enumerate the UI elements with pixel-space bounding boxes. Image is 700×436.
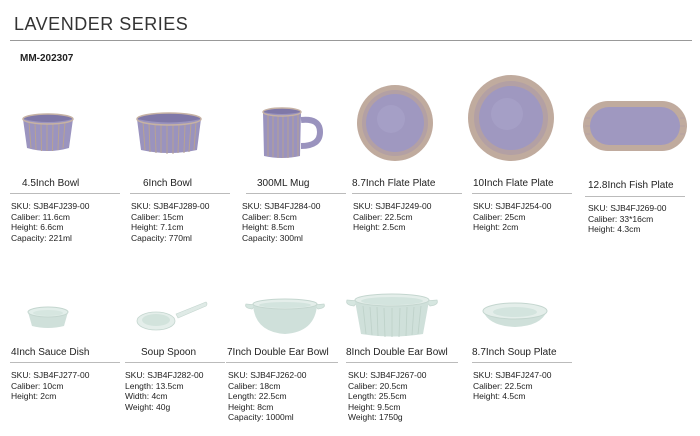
- product-name-sauce-dish: 4Inch Sauce Dish: [11, 347, 90, 358]
- name-underline: [130, 193, 230, 194]
- plate-icon: [356, 84, 434, 162]
- product-name-mug: 300ML Mug: [257, 178, 310, 189]
- mug-icon: [260, 106, 326, 162]
- name-underline: [246, 193, 346, 194]
- product-specs-fish-plate: SKU: SJB4FJ269-00 Caliber: 33*16cm Height: 4.3cm: [588, 203, 667, 234]
- product-name-fish-plate: 12.8Inch Fish Plate: [588, 180, 674, 191]
- large-plate-icon: [467, 74, 555, 162]
- spoon-icon: [136, 300, 208, 332]
- product-specs-8-7-plate: SKU: SJB4FJ249-00 Caliber: 22.5cm Height: 2.5cm: [353, 201, 432, 232]
- small-bowl-icon: [20, 112, 76, 154]
- page-title: LAVENDER SERIES: [14, 14, 189, 34]
- product-name-10-plate: 10Inch Flate Plate: [473, 178, 554, 189]
- product-name-4-5-bowl: 4.5Inch Bowl: [22, 178, 80, 189]
- soup-plate-icon: [481, 302, 549, 328]
- double-ear-bowl-icon: [244, 296, 326, 338]
- name-underline: [125, 362, 225, 363]
- product-name-8-7-plate: 8.7Inch Flate Plate: [352, 178, 436, 189]
- bowl-icon: [134, 112, 204, 156]
- product-name-spoon: Soup Spoon: [141, 347, 197, 358]
- collection-code: MM-202307: [20, 53, 74, 64]
- name-underline: [352, 193, 462, 194]
- name-underline: [10, 362, 120, 363]
- product-specs-6-bowl: SKU: SJB4FJ289-00 Caliber: 15cm Height: 7.1cm Capacity: 770ml: [131, 201, 210, 243]
- name-underline: [472, 193, 572, 194]
- title-divider: [10, 40, 692, 41]
- product-specs-sauce-dish: SKU: SJB4FJ277-00 Caliber: 10cm Height: 2cm: [11, 370, 90, 401]
- fish-plate-icon: [582, 100, 688, 152]
- product-specs-7-double-ear-bowl: SKU: SJB4FJ262-00 Caliber: 18cm Length: 22.5cm Height: 8cm Capacity: 1000ml: [228, 370, 307, 422]
- name-underline: [10, 193, 120, 194]
- name-underline: [585, 196, 685, 197]
- name-underline: [226, 362, 338, 363]
- name-underline: [346, 362, 458, 363]
- sauce-dish-icon: [26, 306, 70, 330]
- product-specs-spoon: SKU: SJB4FJ282-00 Length: 13.5cm Width: 4cm Weight: 40g: [125, 370, 204, 412]
- product-specs-soup-plate: SKU: SJB4FJ247-00 Caliber: 22.5cm Height: 4.5cm: [473, 370, 552, 401]
- name-underline: [472, 362, 572, 363]
- product-name-8-double-ear-bowl: 8Inch Double Ear Bowl: [346, 347, 448, 358]
- product-name-soup-plate: 8.7Inch Soup Plate: [472, 347, 557, 358]
- large-double-ear-bowl-icon: [345, 292, 439, 340]
- product-specs-10-plate: SKU: SJB4FJ254-00 Caliber: 25cm Height: 2cm: [473, 201, 552, 232]
- product-name-6-bowl: 6Inch Bowl: [143, 178, 192, 189]
- product-specs-8-double-ear-bowl: SKU: SJB4FJ267-00 Caliber: 20.5cm Length: 25.5cm Height: 9.5cm Weight: 1750g: [348, 370, 427, 422]
- product-name-7-double-ear-bowl: 7Inch Double Ear Bowl: [227, 347, 329, 358]
- product-specs-mug: SKU: SJB4FJ284-00 Caliber: 8.5cm Height: 8.5cm Capacity: 300ml: [242, 201, 321, 243]
- product-specs-4-5-bowl: SKU: SJB4FJ239-00 Caliber: 11.6cm Height: 6.6cm Capacity: 221ml: [11, 201, 90, 243]
